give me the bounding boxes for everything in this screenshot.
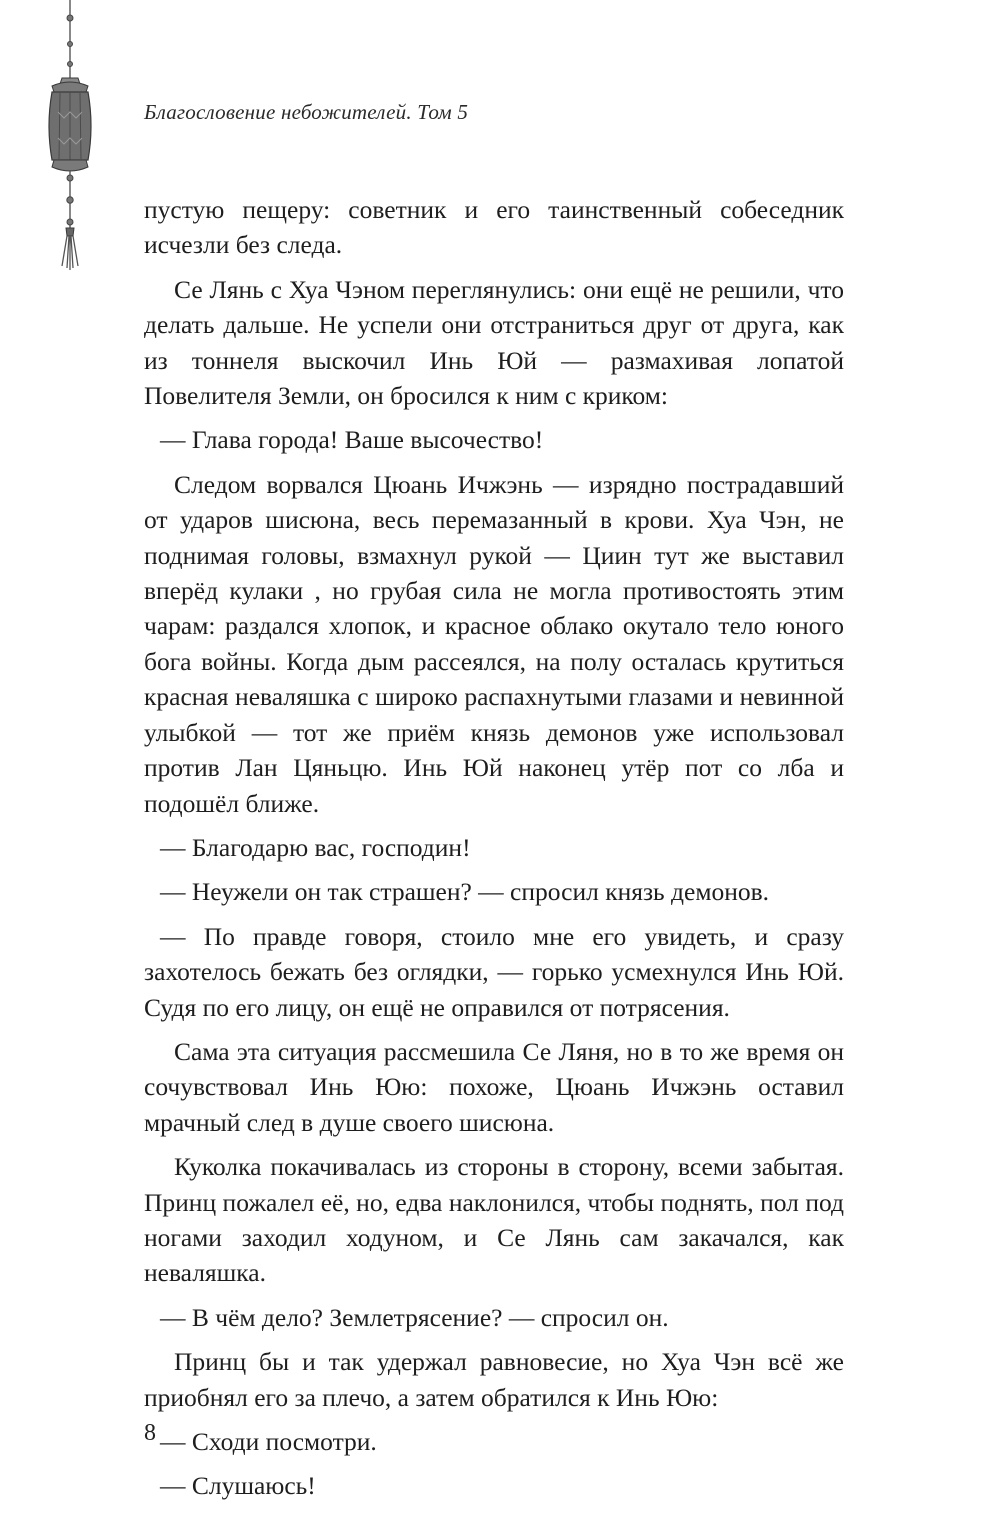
dialog-line: — По правде говоря, стоило мне его увидеть, и сразу захотелось бежать без оглядки, — горько усмехнулся Инь Юй. Судя по его лицу, он ещё не оправился от потрясения. xyxy=(144,921,844,1022)
paragraph: пустую пещеру: советник и его таинственный собеседник исчезли без следа. xyxy=(144,195,844,260)
lantern-ornament-icon xyxy=(40,0,100,280)
paragraph: Куколка покачивалась из стороны в сторону, всеми забытая. Принц пожалел её, но, едва наклонился, чтобы поднять, пол под ногами заходил ходуном, и Се Лянь сам закачался, как неваляшка. xyxy=(144,1152,844,1288)
paragraph: Следом ворвался Цюань Ичжэнь — изрядно пострадавший от ударов шисюна, весь перемазанный в крови. Хуа Чэн, не поднимая головы, взмахнул рукой — Циин тут же выставил вперёд кулаки , но грубая сила не могла противостоять этим чарам: раздался хлопок, и красное облако окутало тело юного бога войны. Когда дым рассеялся, на полу осталась крутиться красная неваляшка с широко распахнутыми глазами и невинной улыбкой — тот же приём князь демонов уже использовал против Лан Цяньцю. Инь Юй наконец утёр пот со лба и подошёл ближе. xyxy=(144,469,844,818)
body-text xyxy=(144,192,844,1504)
dialog-line: — В чём дело? Землетрясение? — спросил он. xyxy=(160,1302,669,1332)
paragraph: Принц бы и так удержал равновесие, но Хуа Чэн всё же приобнял его за плечо, а затем обратился к Инь Юю: xyxy=(144,1347,844,1412)
dialog-line: — Слушаюсь! xyxy=(160,1471,316,1501)
dialog-line: — Неужели он так страшен? — спросил князь демонов. xyxy=(160,877,770,907)
running-header: Благословение небожителей. Том 5 xyxy=(144,100,469,124)
paragraph: Сама эта ситуация рассмешила Се Ляня, но в то же время он сочувствовал Инь Юю: похоже, Цюань Ичжэнь оставил мрачный след в душе своего шисюна. xyxy=(144,1036,844,1137)
dialog-line: — Сходи посмотри. xyxy=(160,1427,377,1456)
dialog-line: — Благодарю вас, господин! xyxy=(160,832,471,862)
dialog-line: — Глава города! Ваше высочество! xyxy=(160,425,544,455)
paragraph: Се Лянь с Хуа Чэном переглянулись: они ещё не решили, что делать дальше. Не успели они отстраниться друг от друга, как из тоннеля выскочил Инь Юй — размахивая лопатой Повелителя Земли, он бросился к ним с криком: xyxy=(144,274,844,411)
page-number: 8 xyxy=(144,1420,156,1446)
